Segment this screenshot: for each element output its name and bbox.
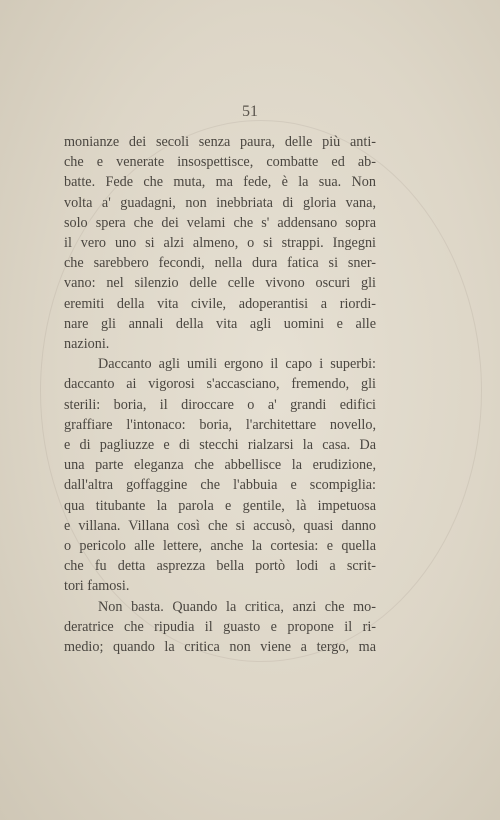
text-line: che fu detta asprezza bella portò lodi a scrit- [64, 558, 376, 575]
text-line: qua titubante la parola e gentile, là impetuosa [64, 497, 376, 514]
text-line: nare gli annali della vita agli uomini e alle [64, 315, 376, 332]
text-line: tori famosi. [64, 578, 130, 595]
text-line: graffiare l'intonaco: boria, l'architettare novello, [64, 416, 376, 433]
text-line: e di pagliuzze e di stecchi rialzarsi la casa. Da [64, 437, 376, 454]
paragraph [64, 354, 376, 596]
text-line: che e venerate insospettisce, combatte ed ab- [64, 154, 376, 171]
paragraph [64, 132, 376, 354]
text-line: dall'altra goffaggine che l'abbuia e scompiglia: [64, 477, 376, 494]
text-line: vano: nel silenzio delle celle vivono oscuri gli [64, 275, 376, 292]
text-line: Non basta. Quando la critica, anzi che mo- [98, 598, 376, 615]
text-line: medio; quando la critica non viene a tergo, ma [64, 639, 376, 656]
text-line: monianze dei secoli senza paura, delle più anti- [64, 134, 376, 150]
text-line: il vero uno si alzi almeno, o si strappi. Ingegni [64, 235, 376, 252]
text-line: volta a' guadagni, non inebbriata di gloria vana, [64, 194, 376, 211]
text-line: e villana. Villana così che si accusò, quasi danno [64, 517, 376, 534]
text-line: o pericolo alle lettere, anche la cortesia: e quella [64, 538, 376, 555]
text-line: Daccanto agli umili ergono il capo i superbi: [98, 356, 376, 373]
text-line: deratrice che ripudia il guasto e propone il ri- [64, 618, 376, 635]
paragraph [64, 597, 376, 658]
text-line: sterili: boria, il diroccare o a' grandi edifici [64, 396, 376, 413]
text-line: che sarebbero fecondi, nella dura fatica si sner- [64, 255, 376, 272]
text-line: nazioni. [64, 336, 110, 353]
text-line: una parte eleganza che abbellisce la erudizione, [64, 457, 376, 474]
body-text [64, 132, 376, 657]
text-line: batte. Fede che muta, ma fede, è la sua. Non [64, 174, 376, 191]
text-line: solo spera che dei velami che s' addensano sopra [64, 214, 376, 231]
text-line: eremiti della vita civile, adoperantisi a riordi- [64, 295, 376, 312]
page-number: 51 [242, 103, 258, 120]
text-line: daccanto ai vigorosi s'accasciano, fremendo, gli [64, 376, 376, 393]
